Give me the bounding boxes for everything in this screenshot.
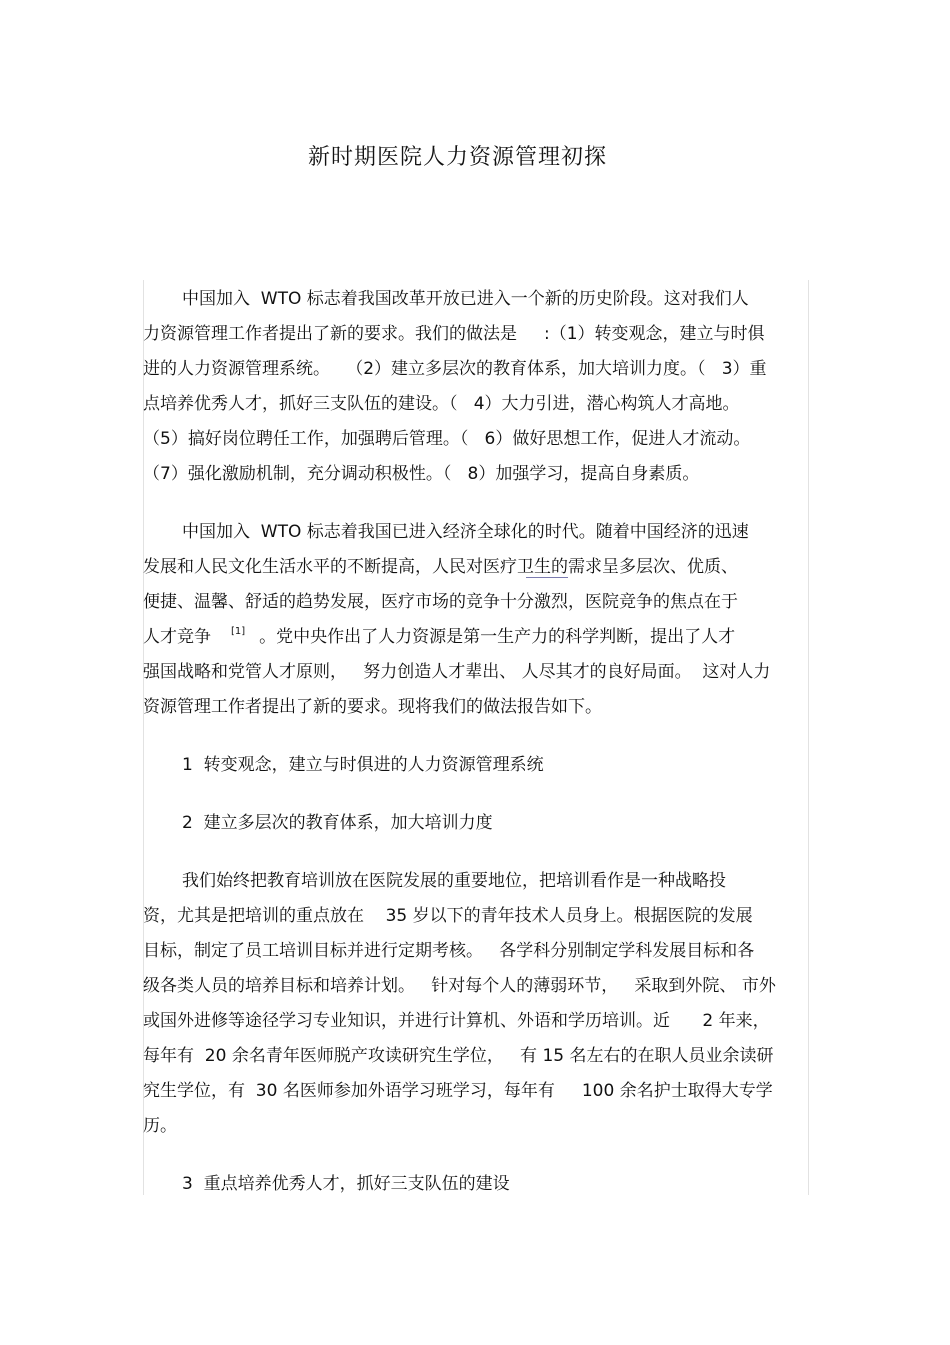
text-line: 中国加入 WTO 标志着我国已进入经济全球化的时代。随着中国经济的迅速 xyxy=(182,522,749,542)
text-line: 发展和人民文化生活水平的不断提高，人民对医疗卫生的需求呈多层次、优质、 xyxy=(143,557,738,577)
citation-marker[interactable]: [1] xyxy=(231,626,246,637)
text-fragment: 。党中央作出了人力资源是第一生产力的科学判断，提出了人才 xyxy=(259,627,736,647)
text-line: 强国战略和党管人才原则， 努力创造人才辈出、 人尽其才的良好局面。 这对人力 xyxy=(143,662,771,682)
text-line: 中国加入 WTO 标志着我国改革开放已进入一个新的历史阶段。这对我们人 xyxy=(182,289,749,309)
text-line: 目标，制定了员工培训目标并进行定期考核。 各学科分别制定学科发展目标和各 xyxy=(143,941,755,961)
text-line: 资源管理工作者提出了新的要求。现将我们的做法报告如下。 xyxy=(143,697,602,717)
text-line: 级各类人员的培养目标和培养计划。 针对每个人的薄弱环节， 采取到外院、 市外 xyxy=(143,976,776,996)
text-line: 进的人力资源管理系统。 （2）建立多层次的教育体系，加大培训力度。（ 3）重 xyxy=(143,359,767,379)
text-line: 究生学位，有 30 名医师参加外语学习班学习，每年有 100 余名护士取得大专学 xyxy=(143,1081,773,1101)
document-title: 新时期医院人力资源管理初探 xyxy=(307,145,607,170)
text-line: 力资源管理工作者提出了新的要求。我们的做法是 :（1）转变观念，建立与时俱 xyxy=(143,324,765,344)
text-line: （7）强化激励机制，充分调动积极性。（ 8）加强学习，提高自身素质。 xyxy=(143,464,700,484)
text-line: 我们始终把教育培训放在医院发展的重要地位，把培训看作是一种战略投 xyxy=(182,871,726,891)
section-heading-1: 1 转变观念，建立与时俱进的人力资源管理系统 xyxy=(182,755,544,775)
section-heading-2: 2 建立多层次的教育体系，加大培训力度 xyxy=(182,813,493,833)
text-fragment: 人才竞争 xyxy=(143,627,211,647)
section-heading-3: 3 重点培养优秀人才，抓好三支队伍的建设 xyxy=(182,1174,510,1194)
text-line: （5）搞好岗位聘任工作，加强聘后管理。（ 6）做好思想工作，促进人才流动。 xyxy=(143,429,751,449)
text-line: 资，尤其是把培训的重点放在 35 岁以下的青年技术人员身上。根据医院的发展 xyxy=(143,906,753,926)
text-line: 点培养优秀人才，抓好三支队伍的建设。（ 4）大力引进，潜心构筑人才高地。 xyxy=(143,394,740,414)
text-line: 或国外进修等途径学习专业知识，并进行计算机、外语和学历培训。近 2 年来， xyxy=(143,1011,770,1031)
text-line: 历。 xyxy=(143,1116,177,1136)
text-line: 每年有 20 余名青年医师脱产攻读研究生学位， 有 15 名左右的在职人员业余读研 xyxy=(143,1046,774,1066)
text-line: 便捷、温馨、舒适的趋势发展，医疗市场的竞争十分激烈，医院竞争的焦点在于 xyxy=(143,592,738,612)
text-line xyxy=(143,626,735,651)
text-underline xyxy=(526,577,568,578)
